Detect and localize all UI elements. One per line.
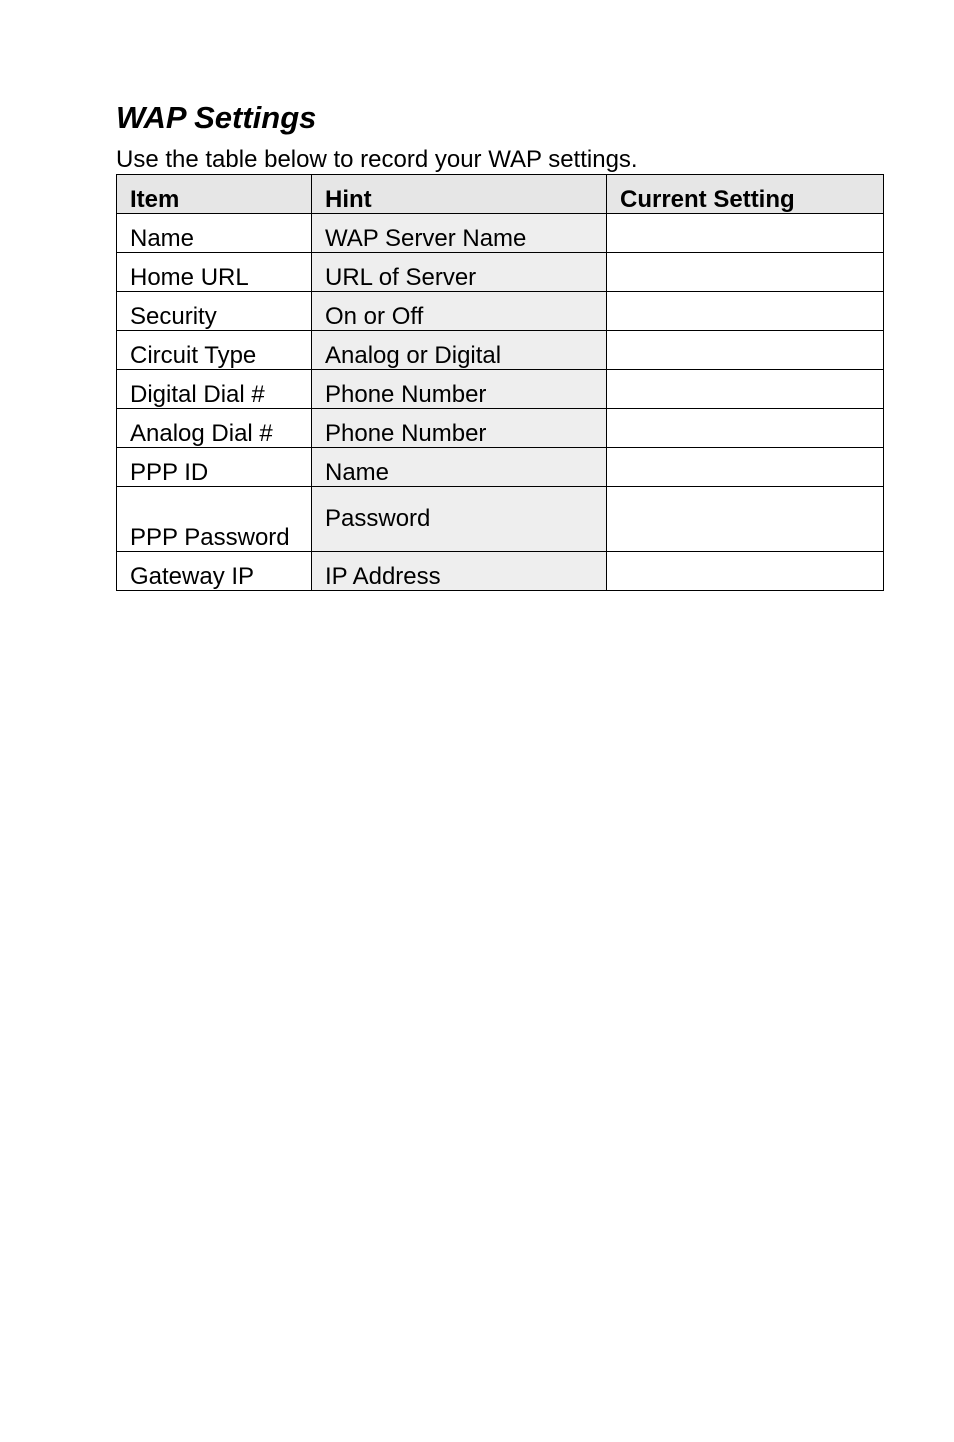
hint-cell: Phone Number <box>312 409 607 448</box>
header-hint: Hint <box>312 175 607 214</box>
table-header-row <box>117 175 884 214</box>
wap-settings-table <box>116 174 884 591</box>
item-cell: Home URL <box>117 253 312 292</box>
current-setting-cell[interactable] <box>607 552 884 591</box>
table-row <box>117 409 884 448</box>
current-setting-cell[interactable] <box>607 253 884 292</box>
item-cell: Gateway IP <box>117 552 312 591</box>
table-row <box>117 487 884 552</box>
table-row <box>117 370 884 409</box>
hint-cell: Name <box>312 448 607 487</box>
table-row <box>117 214 884 253</box>
item-cell: Security <box>117 292 312 331</box>
table-row <box>117 448 884 487</box>
current-setting-cell[interactable] <box>607 370 884 409</box>
hint-cell: URL of Server <box>312 253 607 292</box>
hint-cell: IP Address <box>312 552 607 591</box>
current-setting-cell[interactable] <box>607 409 884 448</box>
current-setting-cell[interactable] <box>607 292 884 331</box>
current-setting-cell[interactable] <box>607 448 884 487</box>
hint-cell: Phone Number <box>312 370 607 409</box>
hint-cell: On or Off <box>312 292 607 331</box>
hint-cell: Analog or Digital <box>312 331 607 370</box>
table-row <box>117 331 884 370</box>
item-cell: PPP ID <box>117 448 312 487</box>
item-cell: Digital Dial # <box>117 370 312 409</box>
table-row <box>117 253 884 292</box>
current-setting-cell[interactable] <box>607 487 884 552</box>
current-setting-cell[interactable] <box>607 214 884 253</box>
hint-cell: WAP Server Name <box>312 214 607 253</box>
table-row <box>117 552 884 591</box>
header-item: Item <box>117 175 312 214</box>
current-setting-cell[interactable] <box>607 331 884 370</box>
document-page <box>116 98 883 591</box>
hint-cell: Password <box>312 487 607 552</box>
table-row <box>117 292 884 331</box>
item-cell: PPP Password <box>117 487 312 552</box>
item-cell: Circuit Type <box>117 331 312 370</box>
item-cell: Analog Dial # <box>117 409 312 448</box>
intro-text: Use the table below to record your WAP settings. <box>116 146 638 173</box>
page-title: WAP Settings <box>116 100 317 135</box>
header-current-setting: Current Setting <box>607 175 884 214</box>
item-cell: Name <box>117 214 312 253</box>
